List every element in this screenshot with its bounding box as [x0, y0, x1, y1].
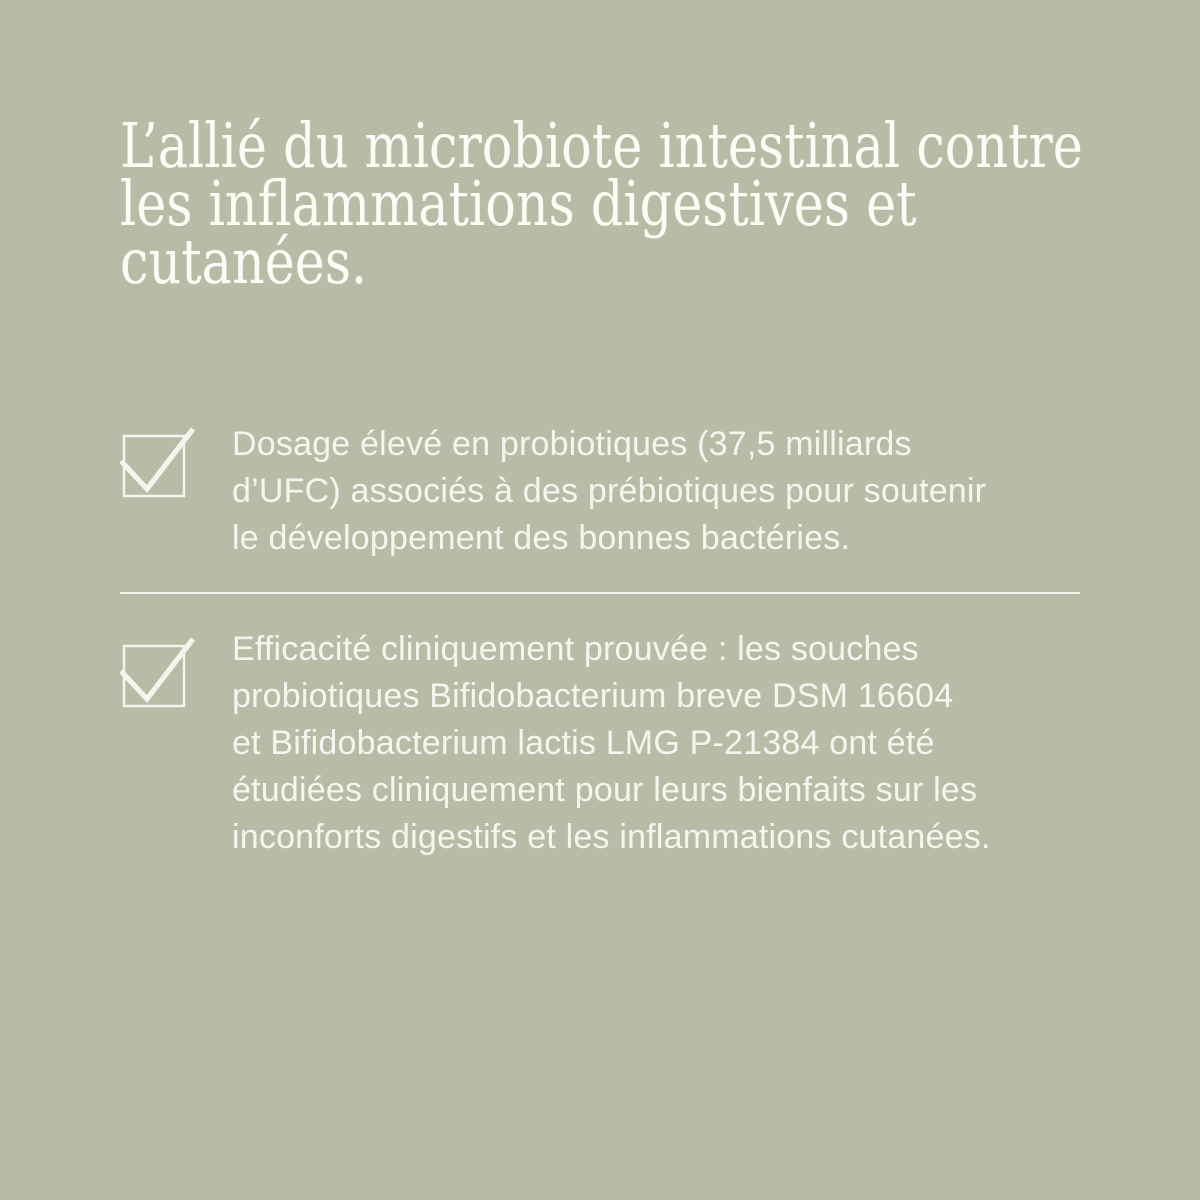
- benefit-text-line: d’UFC) associés à des prébiotiques pour soutenir: [232, 472, 987, 510]
- benefit-text-dosage: [232, 421, 1102, 562]
- benefit-text-line: probiotiques Bifidobacterium breve DSM 16604: [232, 677, 954, 715]
- page-title-line: L’allié du microbiote intestinal contre: [120, 109, 1083, 182]
- page-title-line: les inflammations digestives et: [120, 167, 917, 240]
- divider-line: [120, 592, 1080, 594]
- checkbox-checked-icon: [120, 426, 196, 500]
- benefit-text-line: et Bifidobacterium lactis LMG P-21384 ont été: [232, 724, 935, 762]
- checkbox-checked-icon: [120, 636, 196, 710]
- benefit-text-line: inconforts digestifs et les inflammations cutanées.: [232, 818, 991, 856]
- page-title-line: cutanées.: [120, 225, 368, 298]
- benefit-text-line: Dosage élevé en probiotiques (37,5 milliards: [232, 425, 912, 463]
- benefit-text-line: étudiées cliniquement pour leurs bienfaits sur les: [232, 771, 978, 809]
- benefit-text-line: le développement des bonnes bactéries.: [232, 519, 851, 557]
- benefit-item-dosage: [120, 421, 1102, 562]
- benefit-text-line: Efficacité cliniquement prouvée : les souches: [232, 630, 919, 668]
- benefit-text-efficacite: [232, 626, 1102, 861]
- benefit-item-efficacite: [120, 626, 1102, 861]
- page-title: [120, 109, 1104, 298]
